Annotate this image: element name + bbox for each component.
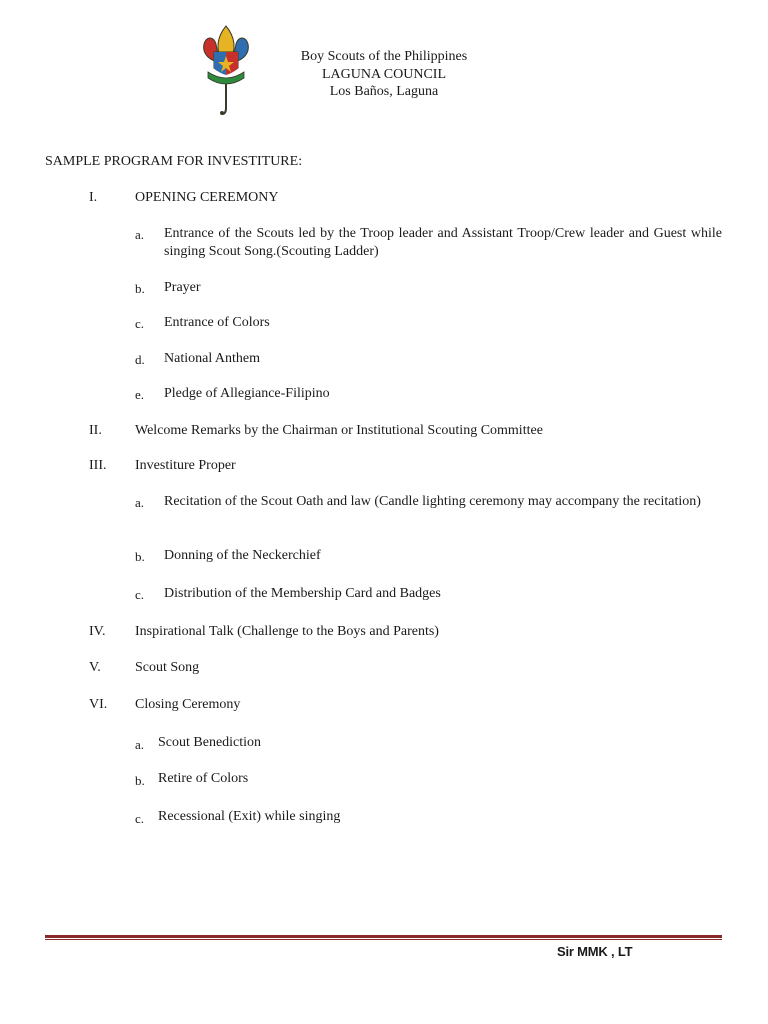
item-text: Pledge of Allegiance-Filipino bbox=[164, 386, 330, 401]
section-number: IV. bbox=[89, 624, 106, 639]
section-label: Welcome Remarks by the Chairman or Institutional Scouting Committee bbox=[135, 423, 543, 438]
section-label: Scout Song bbox=[135, 660, 200, 675]
item-letter: a. bbox=[135, 495, 145, 510]
footer-rule-thin bbox=[45, 939, 722, 940]
section-label: Inspirational Talk (Challenge to the Boys and Parents) bbox=[135, 624, 439, 639]
council-location: Los Baños, Laguna bbox=[329, 84, 439, 99]
section-number: III. bbox=[89, 458, 107, 473]
item-letter: a. bbox=[135, 227, 145, 242]
item-letter: c. bbox=[135, 316, 145, 331]
council-name: LAGUNA COUNCIL bbox=[321, 66, 447, 82]
item-text: Entrance of the Scouts led by the Troop leader and Assistant Troop/Crew leader and Guest while singing Scout Song.(Scouting Ladder) bbox=[164, 226, 722, 259]
item-letter: b. bbox=[135, 549, 145, 564]
section-number: I. bbox=[89, 190, 98, 205]
item-text: Prayer bbox=[164, 280, 201, 295]
item-letter: e. bbox=[135, 387, 145, 402]
council-header bbox=[280, 48, 488, 101]
organization-name: Boy Scouts of the Philippines bbox=[300, 49, 468, 64]
section-number: II. bbox=[89, 423, 102, 438]
item-text: Retire of Colors bbox=[158, 771, 249, 786]
section-label: Closing Ceremony bbox=[135, 697, 241, 712]
item-text: Donning of the Neckerchief bbox=[164, 548, 321, 563]
item-text: Recitation of the Scout Oath and law (Candle lighting ceremony may accompany the recitation) bbox=[164, 494, 701, 509]
item-text: Distribution of the Membership Card and Badges bbox=[164, 586, 441, 601]
item-text: Scout Benediction bbox=[158, 735, 262, 750]
item-text: National Anthem bbox=[164, 351, 261, 366]
section-label: OPENING CEREMONY bbox=[135, 190, 279, 205]
item-letter: a. bbox=[135, 737, 145, 752]
item-letter: d. bbox=[135, 352, 145, 367]
section-number: V. bbox=[89, 660, 101, 675]
item-letter: c. bbox=[135, 587, 145, 602]
item-letter: c. bbox=[135, 811, 145, 826]
item-letter: b. bbox=[135, 773, 145, 788]
program-title: SAMPLE PROGRAM FOR INVESTITURE: bbox=[45, 154, 303, 169]
item-text: Recessional (Exit) while singing bbox=[158, 809, 341, 824]
section-number: VI. bbox=[89, 697, 108, 712]
item-letter: b. bbox=[135, 281, 145, 296]
section-label: Investiture Proper bbox=[135, 458, 236, 473]
item-text: Entrance of Colors bbox=[164, 315, 270, 330]
footer-signature: Sir MMK , LT bbox=[557, 944, 633, 959]
boy-scouts-emblem-logo bbox=[198, 22, 254, 116]
footer-rule bbox=[45, 935, 722, 938]
